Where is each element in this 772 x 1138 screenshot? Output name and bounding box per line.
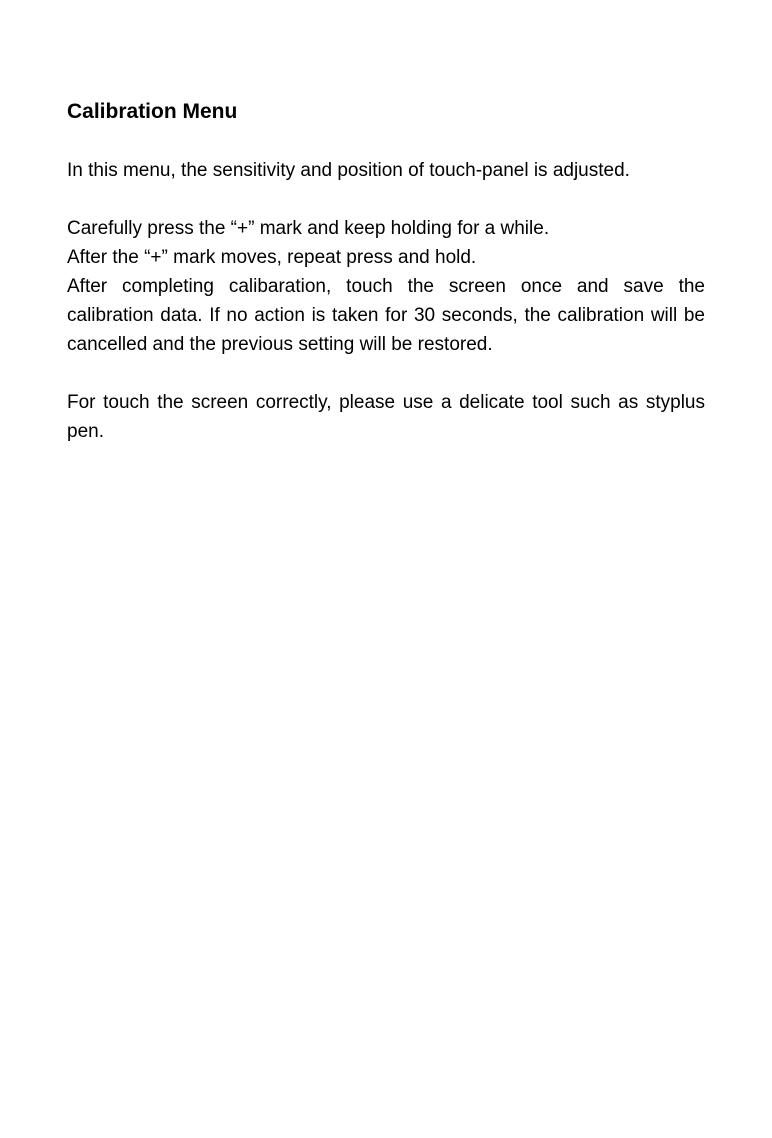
instructions-paragraph <box>67 214 705 359</box>
page-title: Calibration Menu <box>67 100 238 123</box>
instruction-line-press: Carefully press the “+” mark and keep holding for a while. <box>67 218 550 239</box>
instruction-line-save: After completing calibaration, touch the screen once and save the calibration data. If no action is taken for 30 seconds, the calibration will be cancelled and the previous setting will be restored. <box>67 276 705 355</box>
tip-paragraph: For touch the screen correctly, please use a delicate tool such as styplus pen. <box>67 392 705 442</box>
instruction-line-repeat: After the “+” mark moves, repeat press and hold. <box>67 247 477 268</box>
intro-paragraph: In this menu, the sensitivity and position of touch-panel is adjusted. <box>67 160 630 181</box>
document-page <box>67 98 705 446</box>
